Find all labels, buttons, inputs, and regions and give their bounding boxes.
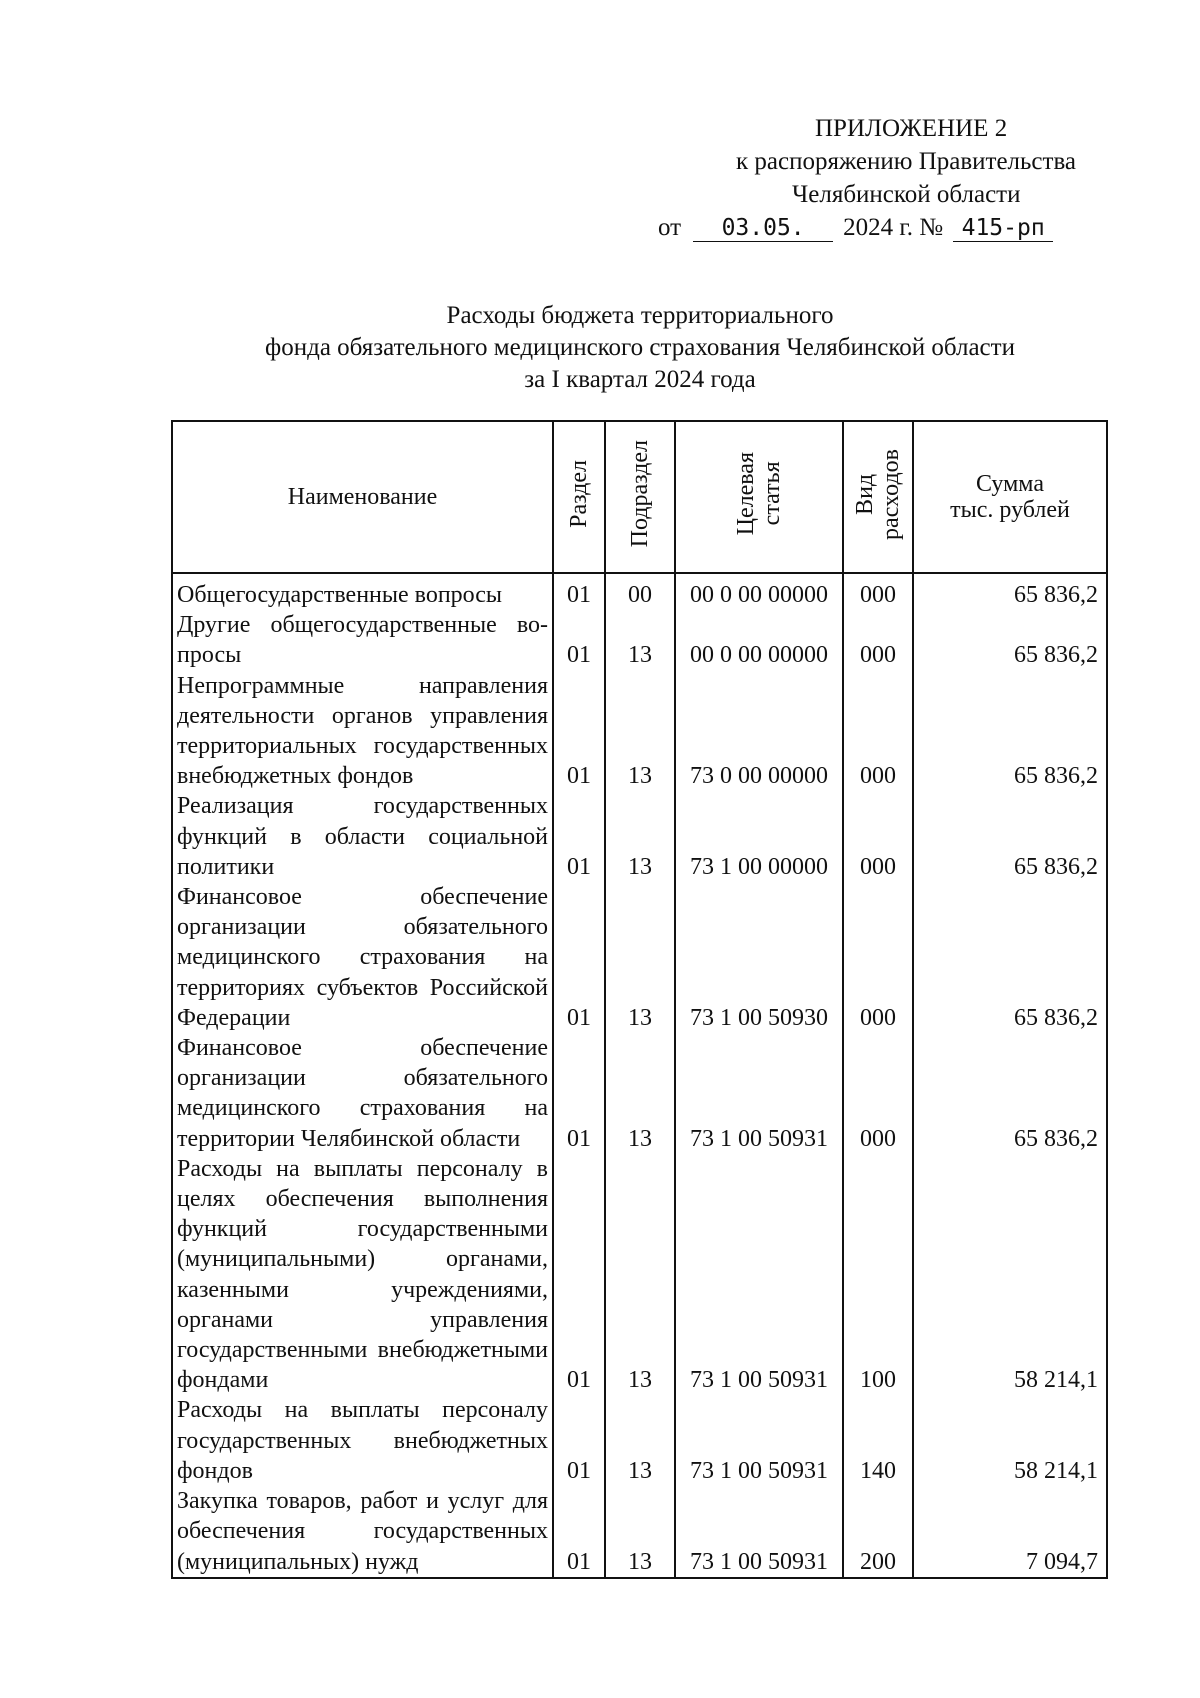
cell-name: Расходы на выплаты персоналу в целях обеспечения выполнения функций государственными (муниципальными) органами, казенными учреждениями, органами управления государственными внебюджетными фондами (172, 1154, 553, 1396)
cell-expense-type: 100 (843, 1154, 913, 1396)
header-name: Наименование (172, 421, 553, 573)
table-row (172, 573, 1107, 610)
cell-target-article: 73 0 00 00000 (675, 671, 843, 792)
appendix-header (658, 112, 1125, 244)
cell-sum: 65 836,2 (913, 610, 1107, 670)
cell-subsection: 13 (605, 1033, 675, 1154)
cell-subsection: 00 (605, 573, 675, 610)
cell-name: Непрограммные направления деятельности органов управления территориальных государственных внебюджетных фондов (172, 671, 553, 792)
cell-expense-type: 000 (843, 610, 913, 670)
cell-subsection: 13 (605, 1486, 675, 1578)
expenses-table (171, 420, 1108, 1579)
table-row (172, 1033, 1107, 1154)
cell-section: 01 (553, 882, 605, 1033)
cell-target-article: 73 1 00 50931 (675, 1486, 843, 1578)
cell-target-article: 73 1 00 50930 (675, 882, 843, 1033)
header-expense-type: Вид расходов (843, 421, 913, 573)
cell-name: Финансовое обеспечение организации обязательного медицинского страхования на территориях субъектов Российской Федерации (172, 882, 553, 1033)
year-label: 2024 г. № (843, 214, 944, 241)
appendix-title: ПРИЛОЖЕНИЕ 2 (815, 115, 1008, 142)
cell-expense-type: 000 (843, 882, 913, 1033)
cell-sum: 65 836,2 (913, 791, 1107, 882)
cell-expense-type: 140 (843, 1395, 913, 1486)
table-row (172, 1395, 1107, 1486)
cell-sum: 65 836,2 (913, 1033, 1107, 1154)
cell-subsection: 13 (605, 882, 675, 1033)
cell-expense-type: 000 (843, 791, 913, 882)
title-line-3: за I квартал 2024 года (524, 366, 756, 393)
cell-subsection: 13 (605, 610, 675, 670)
table-row (172, 610, 1107, 670)
table-row (172, 1486, 1107, 1578)
cell-name: Расходы на выплаты персоналу государственных внебюджетных фондов (172, 1395, 553, 1486)
cell-sum: 7 094,7 (913, 1486, 1107, 1578)
cell-expense-type: 200 (843, 1486, 913, 1578)
cell-subsection: 13 (605, 1154, 675, 1396)
header-subsection: Подраздел (605, 421, 675, 573)
cell-name: Реализация государственных функций в области социальной политики (172, 791, 553, 882)
cell-section: 01 (553, 671, 605, 792)
table-row (172, 1154, 1107, 1396)
table-row (172, 791, 1107, 882)
title-line-2: фонда обязательного медицинского страхования Челябинской области (265, 334, 1015, 361)
cell-section: 01 (553, 573, 605, 610)
appendix-decree-line: к распоряжению Правительства (736, 148, 1077, 175)
header-target-article: Целевая статья (675, 421, 843, 573)
cell-target-article: 00 0 00 00000 (675, 573, 843, 610)
cell-target-article: 00 0 00 00000 (675, 610, 843, 670)
cell-expense-type: 000 (843, 671, 913, 792)
cell-sum: 65 836,2 (913, 882, 1107, 1033)
cell-sum: 65 836,2 (913, 671, 1107, 792)
cell-subsection: 13 (605, 791, 675, 882)
handwritten-date: 03.05. (693, 215, 833, 242)
cell-name: Финансовое обеспечение организации обязательного медицинского страхования на территории Челябинской области (172, 1033, 553, 1154)
appendix-date-line (658, 211, 1125, 244)
cell-section: 01 (553, 610, 605, 670)
header-section: Раздел (553, 421, 605, 573)
cell-target-article: 73 1 00 50931 (675, 1154, 843, 1396)
from-label: от (658, 214, 682, 241)
cell-name: Закупка товаров, работ и услуг для обеспечения государственных (муниципальных) нужд (172, 1486, 553, 1578)
cell-subsection: 13 (605, 671, 675, 792)
header-sum: Сумма тыс. рублей (913, 421, 1107, 573)
cell-expense-type: 000 (843, 573, 913, 610)
cell-target-article: 73 1 00 00000 (675, 791, 843, 882)
cell-name: Другие общегосударственные вопросы (172, 610, 553, 670)
cell-sum: 58 214,1 (913, 1154, 1107, 1396)
cell-expense-type: 000 (843, 1033, 913, 1154)
cell-section: 01 (553, 1395, 605, 1486)
document-title (160, 300, 1120, 396)
title-line-1: Расходы бюджета территориального (446, 302, 834, 329)
cell-sum: 65 836,2 (913, 573, 1107, 610)
cell-target-article: 73 1 00 50931 (675, 1033, 843, 1154)
cell-sum: 58 214,1 (913, 1395, 1107, 1486)
handwritten-number: 415-рп (953, 215, 1053, 242)
cell-target-article: 73 1 00 50931 (675, 1395, 843, 1486)
table-row (172, 882, 1107, 1033)
cell-section: 01 (553, 1033, 605, 1154)
cell-name: Общегосударственные вопросы (172, 573, 553, 610)
cell-section: 01 (553, 1486, 605, 1578)
table-row (172, 671, 1107, 792)
appendix-region-line: Челябинской области (792, 181, 1021, 208)
cell-section: 01 (553, 791, 605, 882)
table-header-row (172, 421, 1107, 573)
cell-section: 01 (553, 1154, 605, 1396)
cell-subsection: 13 (605, 1395, 675, 1486)
